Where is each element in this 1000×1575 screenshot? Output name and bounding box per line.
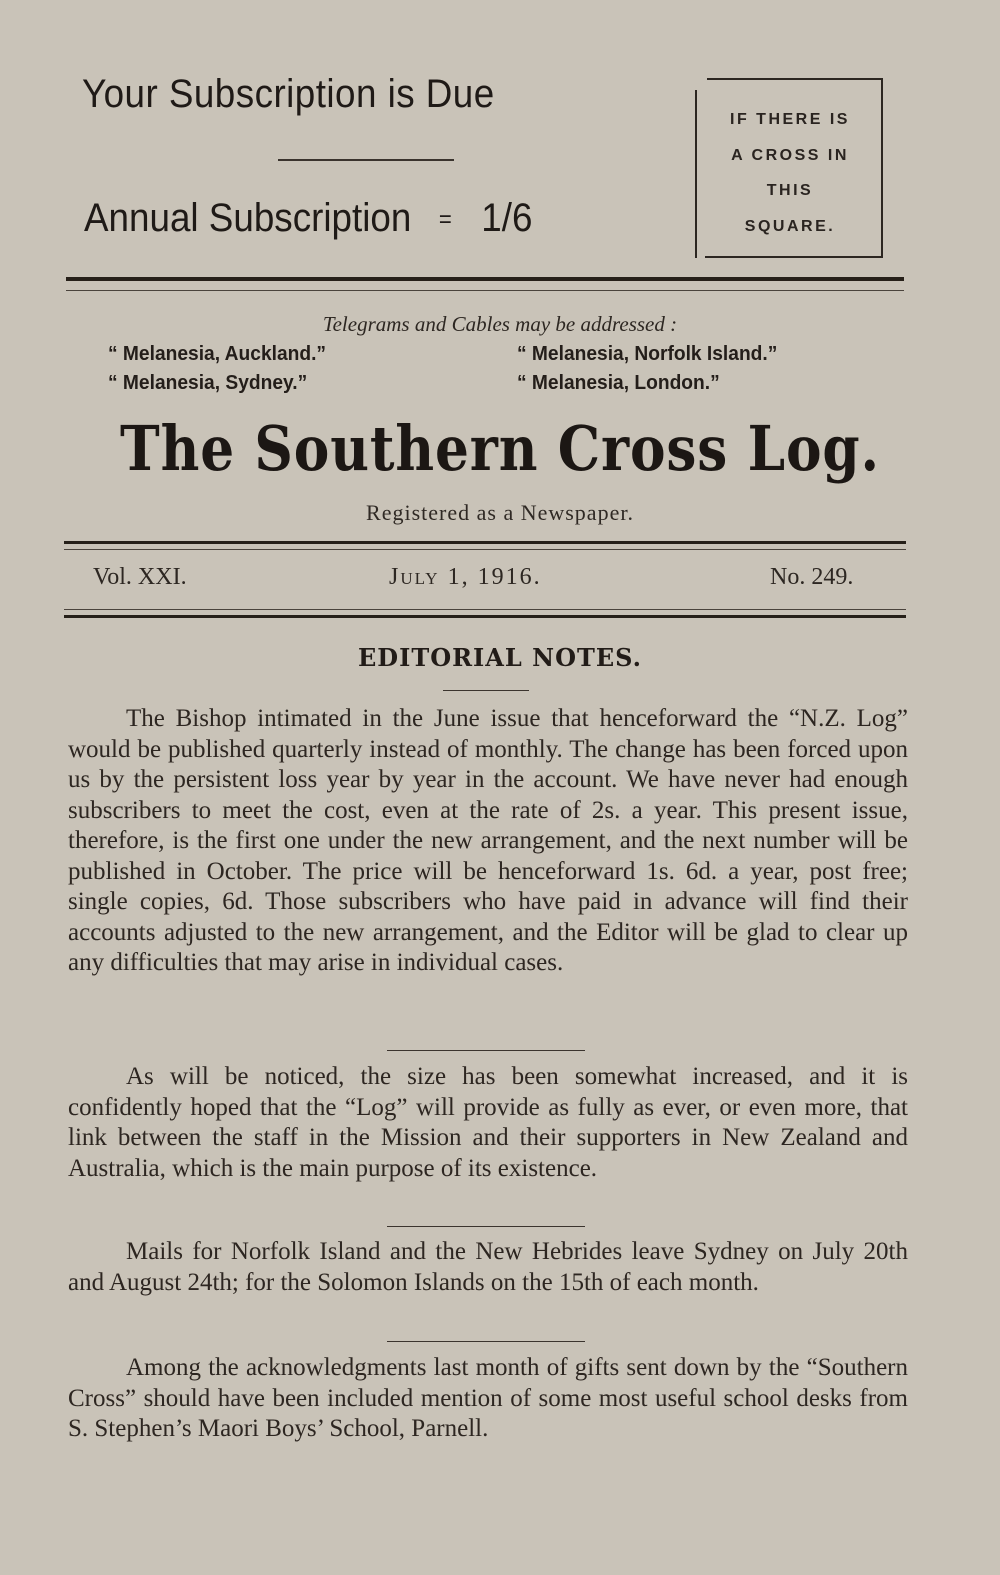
cross-box-text: [699, 102, 881, 244]
editorial-heading-rule: [443, 690, 529, 691]
address-london: “ Melanesia, London.”: [517, 372, 720, 394]
issue-top-thick-rule: [64, 541, 906, 544]
issue-bottom-thin-rule: [64, 609, 906, 610]
box-right-border: [881, 80, 883, 256]
editorial-paragraph: As will be noticed, the size has been somewhat increased, and it is confidently hoped that the “Log” will provide as fully as ever, or even more, that link between the staff in the Mission and their supporters in New Zealand and Australia, which is the main purpose of its existence.: [68, 1063, 908, 1182]
editorial-paragraph: Among the acknowledgments last month of gifts sent down by the “Southern Cross” should have been included mention of some most useful school desks from S. Stephen’s Maori Boys’ School, Parnell.: [68, 1354, 908, 1442]
subscription-due-heading: Your Subscription is Due: [82, 72, 495, 116]
issue-date: July 1, 1916.: [389, 564, 542, 590]
annual-subscription-price: 1/6: [481, 196, 533, 240]
issue-top-thin-rule: [64, 549, 906, 550]
paragraph-separator: [387, 1226, 585, 1227]
cross-square-box: [695, 78, 883, 258]
header-thin-rule: [66, 290, 904, 291]
telegrams-title: Telegrams and Cables may be addressed :: [322, 312, 678, 336]
cross-box-line: A CROSS IN: [731, 146, 849, 164]
masthead-subtitle: Registered as a Newspaper.: [366, 500, 634, 525]
box-left-border: [695, 90, 697, 258]
cross-box-line: THIS: [766, 182, 814, 199]
editorial-paragraph: The Bishop intimated in the June issue that henceforward the “N.Z. Log” would be published quarterly instead of monthly. The change has been forced upon us by the persistent loss year by year in the account. We have never had enough subscribers to meet the cost, even at the rate of 2s. a year. This present issue, therefore, is the first one under the new arrangement, and the next number will be published in October. The price will be henceforward 1s. 6d. a year, post free; single copies, 6d. Those subscribers who have paid in advance will find their accounts adjusted to the new arrangement, and the Editor will be glad to clear up any difficulties that may arise in individual cases.: [68, 705, 908, 976]
address-sydney: “ Melanesia, Sydney.”: [108, 372, 308, 394]
issue-volume: Vol. XXI.: [93, 564, 187, 590]
header-thick-rule: [66, 277, 904, 281]
issue-number: No. 249.: [770, 564, 854, 590]
box-bottom-border: [705, 256, 883, 258]
annual-subscription-line: [84, 196, 532, 241]
cross-box-line: IF THERE IS: [730, 111, 850, 128]
issue-bottom-thick-rule: [64, 615, 906, 618]
annual-subscription-label: Annual Subscription: [84, 196, 412, 240]
equals-sign: =: [438, 206, 452, 234]
editorial-heading: EDITORIAL NOTES.: [358, 643, 642, 672]
box-top-border: [707, 78, 883, 80]
paragraph-separator: [387, 1050, 585, 1051]
address-norfolk-island: “ Melanesia, Norfolk Island.”: [517, 343, 778, 365]
subscription-divider: [278, 159, 454, 161]
masthead-title: The Southern Cross Log.: [120, 412, 880, 485]
editorial-paragraph: Mails for Norfolk Island and the New Hebrides leave Sydney on July 20th and August 24th; for the Solomon Islands on the 15th of each month.: [68, 1238, 908, 1296]
cross-box-line: SQUARE.: [744, 217, 836, 235]
address-auckland: “ Melanesia, Auckland.”: [108, 343, 327, 365]
paragraph-separator: [387, 1341, 585, 1342]
